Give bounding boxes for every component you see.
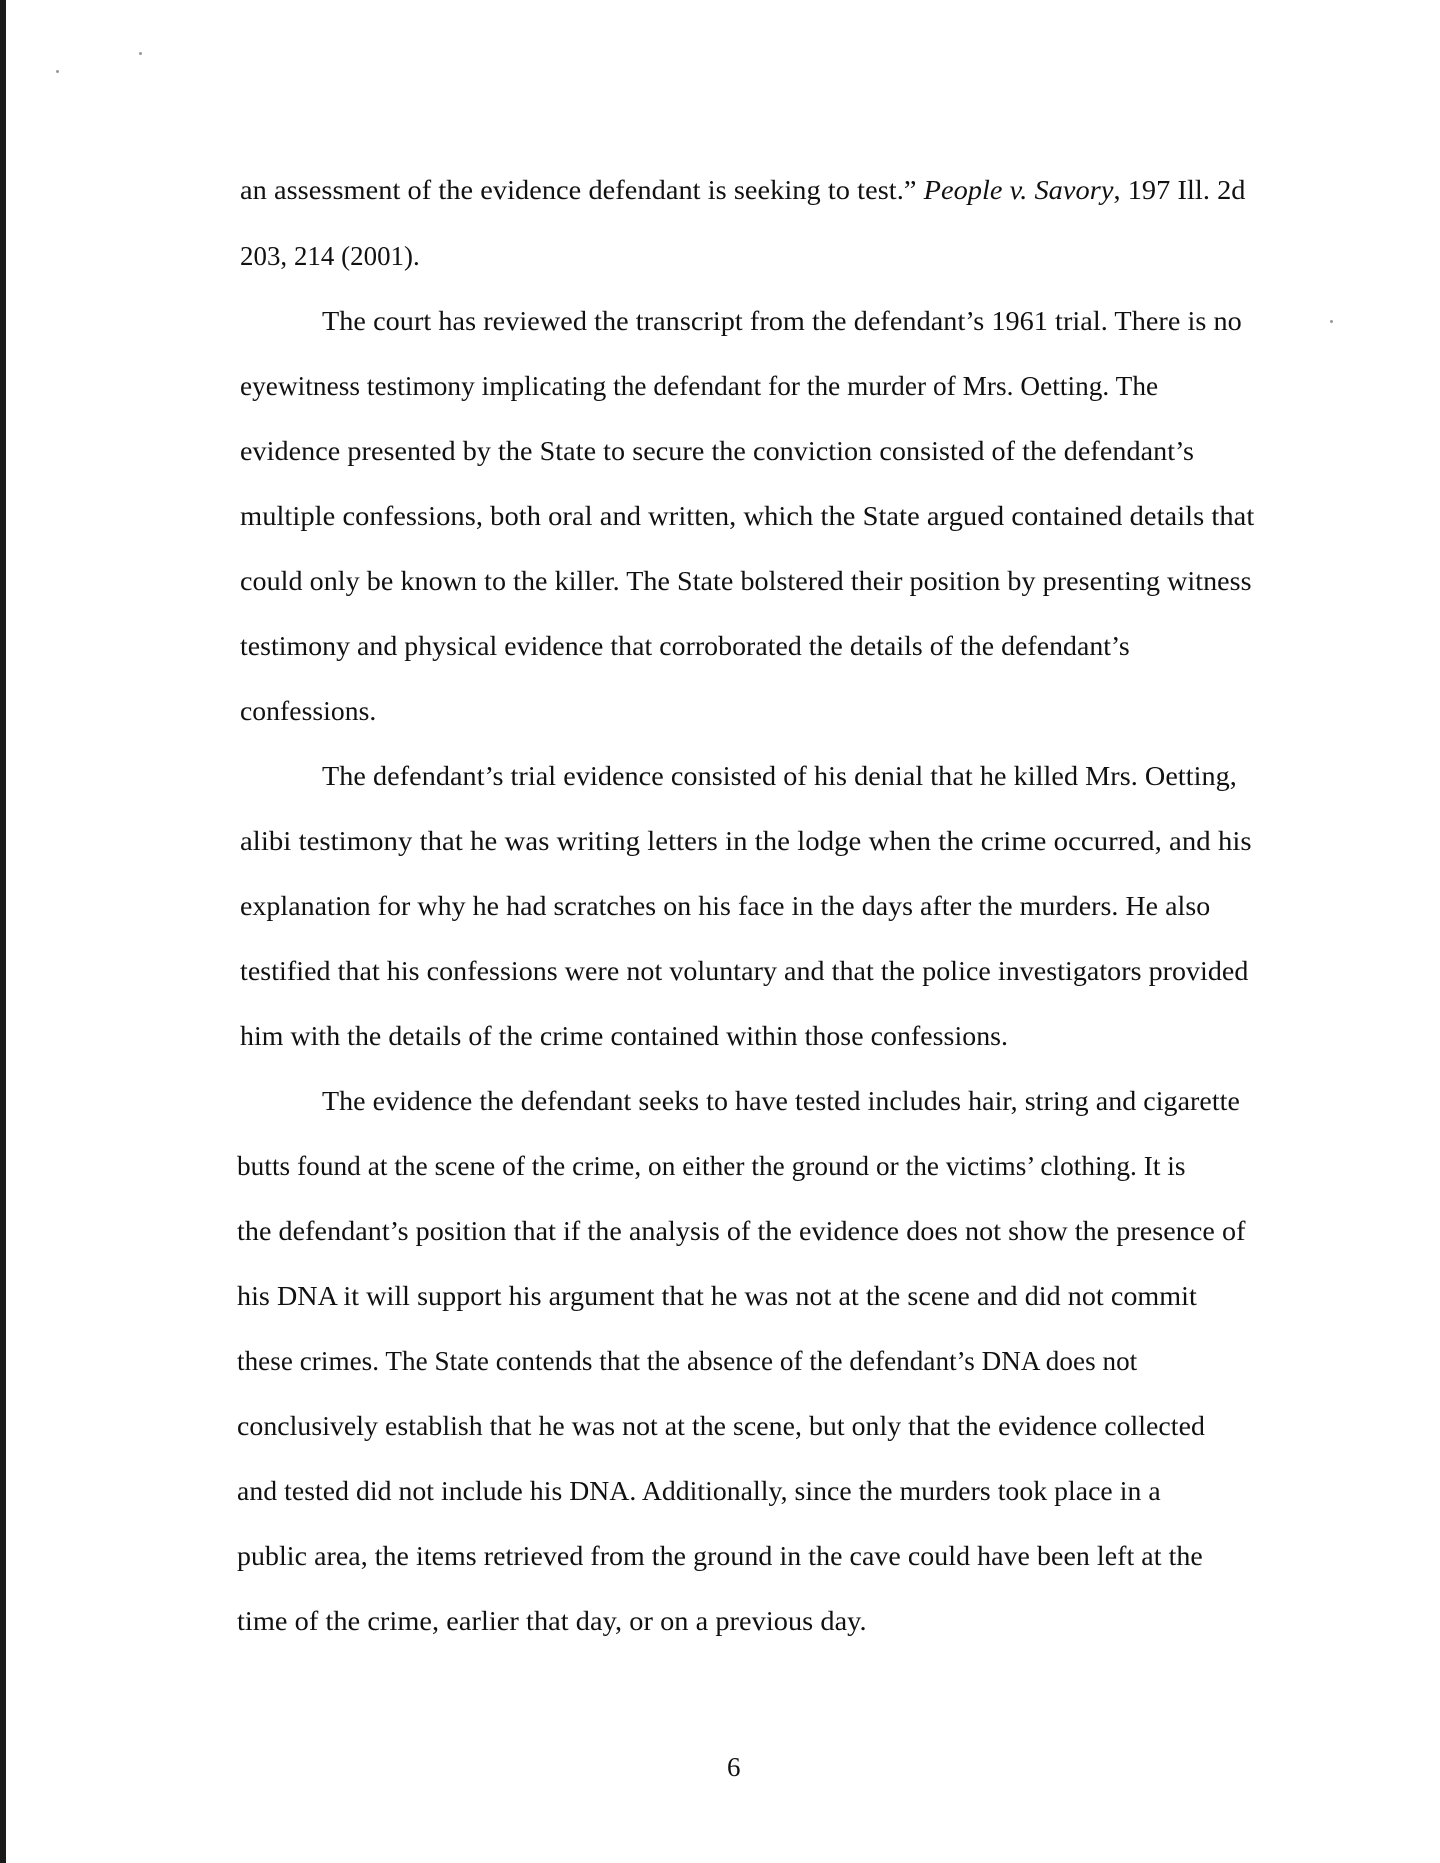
text-line: eyewitness testimony implicating the defendant for the murder of Mrs. Oetting. The: [240, 371, 1159, 401]
text-line: and tested did not include his DNA. Additionally, since the murders took place in a: [237, 1476, 1161, 1506]
text-line: testimony and physical evidence that corroborated the details of the defendant’s: [240, 631, 1130, 661]
page-number: 6: [727, 1752, 741, 1782]
paragraph-first-line: The defendant’s trial evidence consisted of his denial that he killed Mrs. Oetting,: [322, 761, 1237, 791]
text-line: the defendant’s position that if the analysis of the evidence does not show the presence of: [237, 1216, 1246, 1246]
text-line: conclusively establish that he was not at the scene, but only that the evidence collected: [237, 1411, 1205, 1441]
text-line: butts found at the scene of the crime, on either the ground or the victims’ clothing. It is: [237, 1151, 1186, 1181]
text-line: explanation for why he had scratches on his face in the days after the murders. He also: [240, 891, 1211, 921]
text-line: evidence presented by the State to secure the conviction consisted of the defendant’s: [240, 436, 1194, 466]
text-line: alibi testimony that he was writing letters in the lodge when the crime occurred, and his: [240, 826, 1252, 856]
case-citation-name: People v. Savory: [923, 175, 1114, 205]
text-line: 203, 214 (2001).: [240, 241, 420, 271]
scan-speck: [1330, 320, 1333, 323]
text-line: time of the crime, earlier that day, or on a previous day.: [237, 1606, 867, 1636]
paragraph-first-line: The court has reviewed the transcript from the defendant’s 1961 trial. There is no: [322, 306, 1242, 336]
text-line: could only be known to the killer. The State bolstered their position by presenting witness: [240, 566, 1252, 596]
text-line: confessions.: [240, 696, 377, 726]
scan-speck: [139, 52, 142, 55]
text-line: him with the details of the crime contained within those confessions.: [240, 1021, 1009, 1051]
scan-left-edge: [0, 0, 6, 1863]
citation-reporter: , 197 Ill. 2d: [1113, 175, 1246, 205]
text-line: [240, 175, 1246, 205]
paragraph-first-line: The evidence the defendant seeks to have tested includes hair, string and cigarette: [322, 1086, 1240, 1116]
text-line: his DNA it will support his argument that he was not at the scene and did not commit: [237, 1281, 1197, 1311]
text-line: testified that his confessions were not voluntary and that the police investigators provided: [240, 956, 1249, 986]
text-line: public area, the items retrieved from the ground in the cave could have been left at the: [237, 1541, 1203, 1571]
text-line: multiple confessions, both oral and written, which the State argued contained details that: [240, 501, 1255, 531]
citation-lead-in: an assessment of the evidence defendant is seeking to test.”: [240, 175, 924, 205]
scan-speck: [56, 70, 59, 73]
text-line: these crimes. The State contends that the absence of the defendant’s DNA does not: [237, 1346, 1138, 1376]
